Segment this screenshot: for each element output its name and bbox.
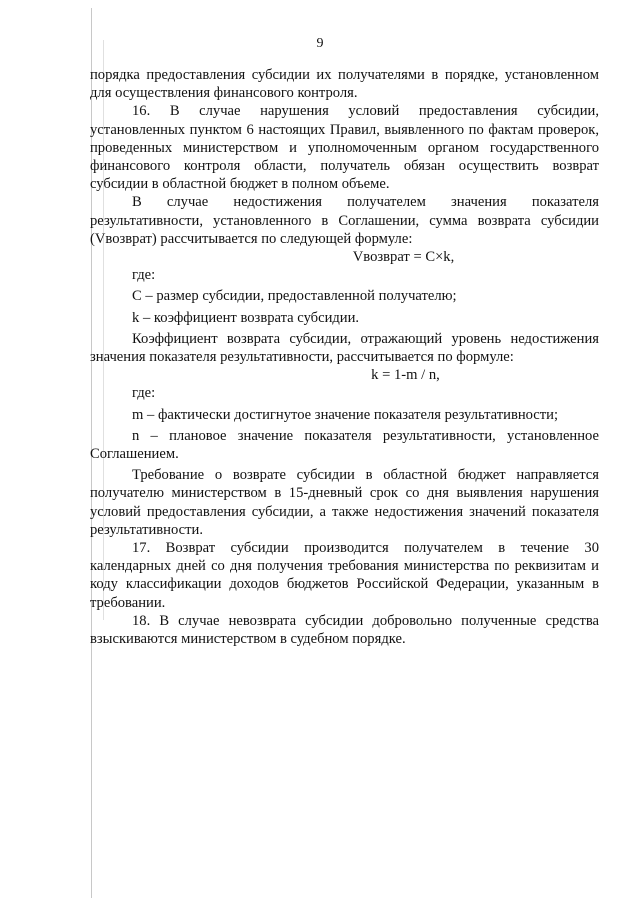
formula-k: k = 1-m / n,: [371, 367, 440, 384]
where-label-2: где:: [132, 385, 156, 402]
document-body: [90, 66, 599, 648]
paragraph-17: 17. Возврат субсидии производится получателем в течение 30 календарных дней со дня получения требования министерства по реквизитам и коду классификации доходов бюджетов Российской Федерации, указанным в требовании.: [90, 540, 599, 611]
paragraph-continuation: порядка предоставления субсидии их получателями в порядке, установленном для осуществления финансового контроля.: [90, 67, 599, 102]
paragraph-koefficient: Коэффициент возврата субсидии, отражающий уровень недостижения значения показателя результативности, рассчитывается по формуле:: [90, 330, 599, 366]
paragraph-trebovanie: Требование о возврате субсидии в областной бюджет направляется получателю министерством в 15-дневный срок со дня выявления нарушения условий предоставления субсидии, а также недостижения значений показателя результативности.: [90, 467, 599, 538]
paragraph-nedostizhenie: В случае недостижения получателем значения показателя результативности, установленного в Соглашении, сумма возврата субсидии (Vвозврат) рассчитывается по следующей формуле:: [90, 194, 599, 247]
paragraph-18: 18. В случае невозврата субсидии добровольно полученные средства взыскиваются министерством в судебном порядке.: [90, 612, 599, 648]
definition-k: k – коэффициент возврата субсидии.: [132, 309, 360, 326]
definition-n: n – плановое значение показателя результативности, установленное Соглашением.: [90, 427, 599, 463]
definition-m: m – фактически достигнутое значение показателя результативности;: [132, 406, 559, 423]
page-number: 9: [316, 36, 324, 51]
paragraph-16: 16. В случае нарушения условий предоставления субсидии, установленных пунктом 6 настоящих Правил, выявленного по фактам проверок, проведенных министерством и уполномоченным органом государственного финансового контроля области, получатель обязан осуществить возврат субсидии в областной бюджет в полном объеме.: [90, 103, 599, 193]
definition-c: C – размер субсидии, предоставленной получателю;: [132, 288, 457, 305]
where-label-1: где:: [132, 267, 156, 284]
formula-vozvrat: Vвозврат = C×k,: [352, 249, 455, 266]
